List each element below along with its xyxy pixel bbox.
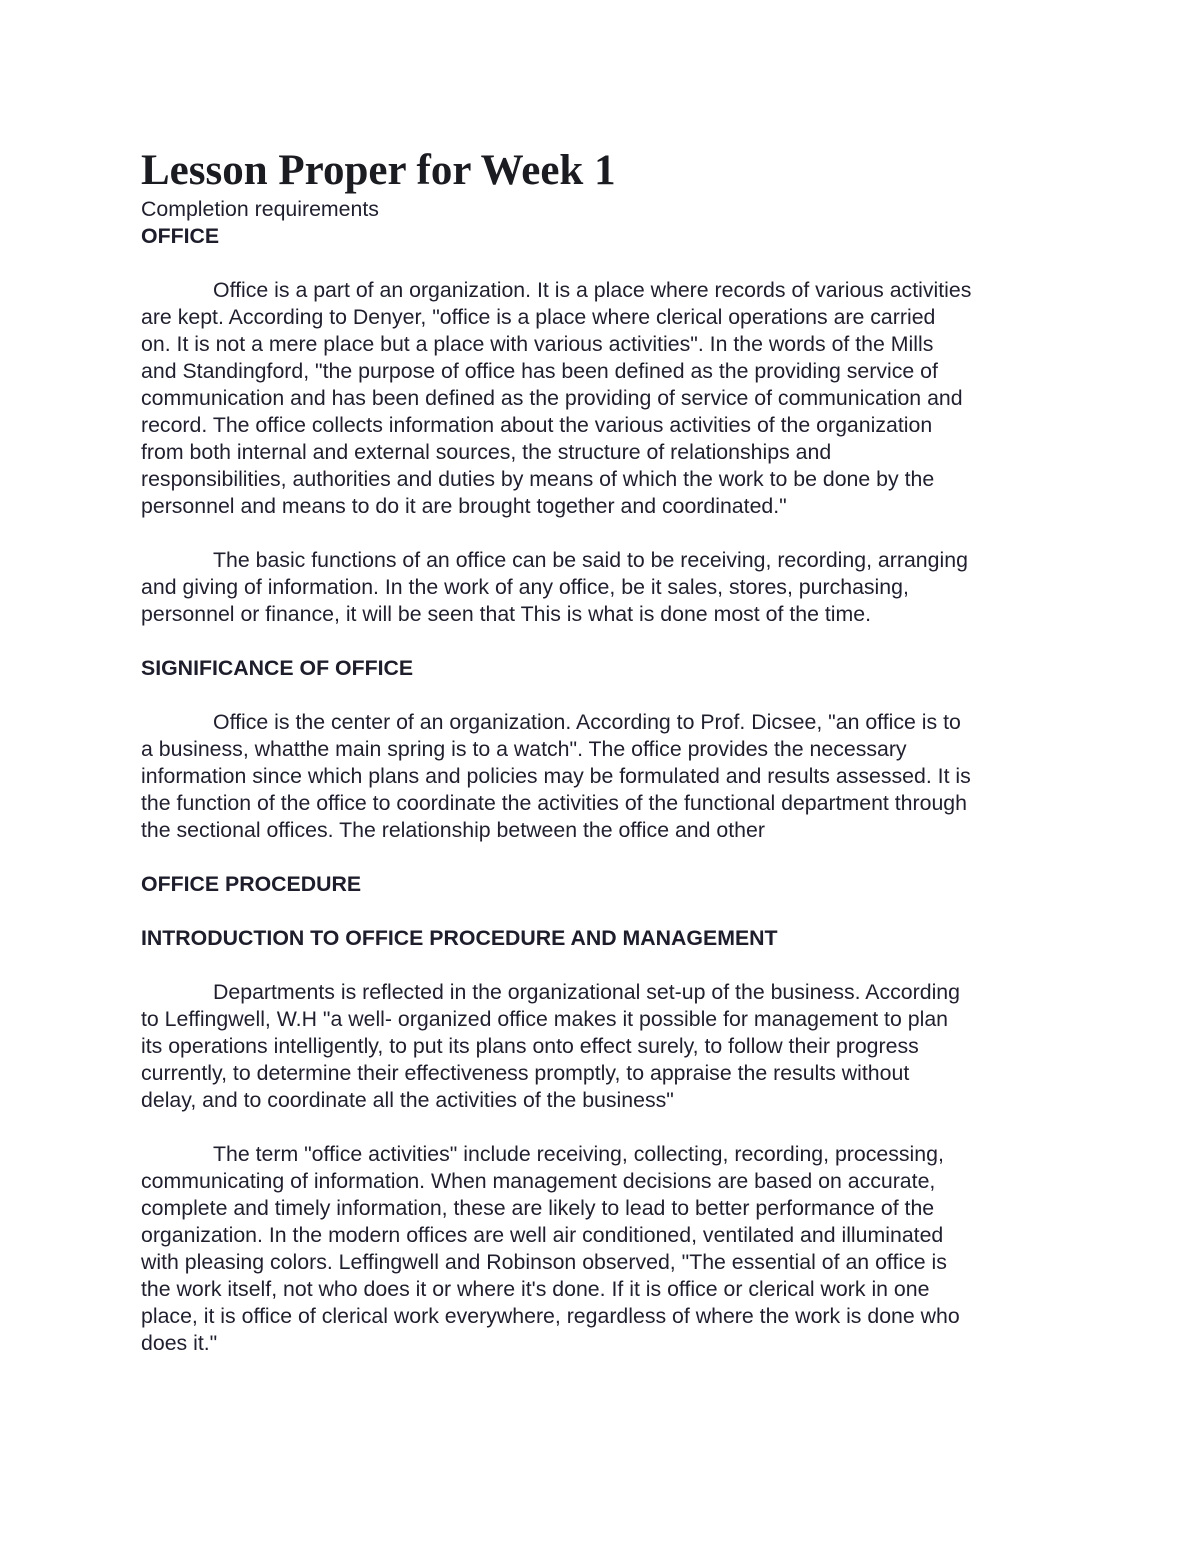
paragraph-line: Departments is reflected in the organizational set-up of the business. According — [213, 980, 960, 1004]
paragraph-basic-functions — [141, 547, 1071, 628]
paragraph-line: record. The office collects information about the various activities of the organization — [141, 413, 933, 437]
paragraph-line: personnel and means to do it are brought together and coordinated." — [141, 494, 787, 518]
heading-office-procedure: OFFICE PROCEDURE — [141, 872, 362, 896]
paragraph-line: information since which plans and policies may be formulated and results assessed. It is — [141, 764, 971, 788]
paragraph-line: a business, whatthe main spring is to a watch". The office provides the necessary — [141, 737, 907, 761]
paragraph-line: place, it is office of clerical work everywhere, regardless of where the work is done who — [141, 1304, 960, 1328]
paragraph-line: are kept. According to Denyer, "office is a place where clerical operations are carried — [141, 305, 936, 329]
paragraph-line: the sectional offices. The relationship between the office and other — [141, 818, 765, 842]
spacer — [141, 520, 1071, 547]
paragraph-line: communicating of information. When management decisions are based on accurate, — [141, 1169, 936, 1193]
paragraph-line: on. It is not a mere place but a place with various activities". In the words of the Mills — [141, 332, 934, 356]
spacer — [141, 844, 1071, 871]
paragraph-line: organization. In the modern offices are well air conditioned, ventilated and illuminated — [141, 1223, 944, 1247]
document-body — [141, 196, 1071, 1357]
paragraph-line: does it." — [141, 1331, 218, 1355]
spacer — [141, 682, 1071, 709]
paragraph-line: and Standingford, "the purpose of office has been defined as the providing service of — [141, 359, 938, 383]
paragraph-line: with pleasing colors. Leffingwell and Robinson observed, "The essential of an office is — [141, 1250, 947, 1274]
subtitle: Completion requirements — [141, 197, 379, 221]
heading-office: OFFICE — [141, 224, 220, 248]
paragraph-line: delay, and to coordinate all the activities of the business" — [141, 1088, 674, 1112]
paragraph-line: Office is a part of an organization. It is a place where records of various activities — [213, 278, 972, 302]
paragraph-line: The basic functions of an office can be said to be receiving, recording, arranging — [213, 548, 968, 572]
spacer — [141, 952, 1071, 979]
paragraph-line: the function of the office to coordinate the activities of the functional department through — [141, 791, 967, 815]
paragraph-line: communication and has been defined as the providing of service of communication and — [141, 386, 963, 410]
spacer — [141, 628, 1071, 655]
paragraph-line: its operations intelligently, to put its plans onto effect surely, to follow their progress — [141, 1034, 919, 1058]
heading-introduction: INTRODUCTION TO OFFICE PROCEDURE AND MANAGEMENT — [141, 926, 778, 950]
paragraph-office-definition — [141, 277, 1071, 520]
paragraph-line: currently, to determine their effectiveness promptly, to appraise the results without — [141, 1061, 910, 1085]
page-title: Lesson Proper for Week 1 — [141, 147, 616, 194]
heading-significance: SIGNIFICANCE OF OFFICE — [141, 656, 414, 680]
paragraph-office-activities — [141, 1141, 1071, 1357]
paragraph-line: personnel or finance, it will be seen that This is what is done most of the time. — [141, 602, 871, 626]
paragraph-line: to Leffingwell, W.H "a well- organized office makes it possible for management to plan — [141, 1007, 949, 1031]
spacer — [141, 1114, 1071, 1141]
paragraph-line: complete and timely information, these are likely to lead to better performance of the — [141, 1196, 935, 1220]
paragraph-line: from both internal and external sources, the structure of relationships and — [141, 440, 832, 464]
paragraph-line: responsibilities, authorities and duties by means of which the work to be done by the — [141, 467, 935, 491]
paragraph-line: and giving of information. In the work of any office, be it sales, stores, purchasing, — [141, 575, 909, 599]
paragraph-line: Office is the center of an organization. According to Prof. Dicsee, "an office is to — [213, 710, 961, 734]
paragraph-line: The term "office activities" include receiving, collecting, recording, processing, — [213, 1142, 944, 1166]
spacer — [141, 250, 1071, 277]
paragraph-significance — [141, 709, 1071, 844]
spacer — [141, 898, 1071, 925]
paragraph-departments — [141, 979, 1071, 1114]
paragraph-line: the work itself, not who does it or where it's done. If it is office or clerical work in one — [141, 1277, 930, 1301]
